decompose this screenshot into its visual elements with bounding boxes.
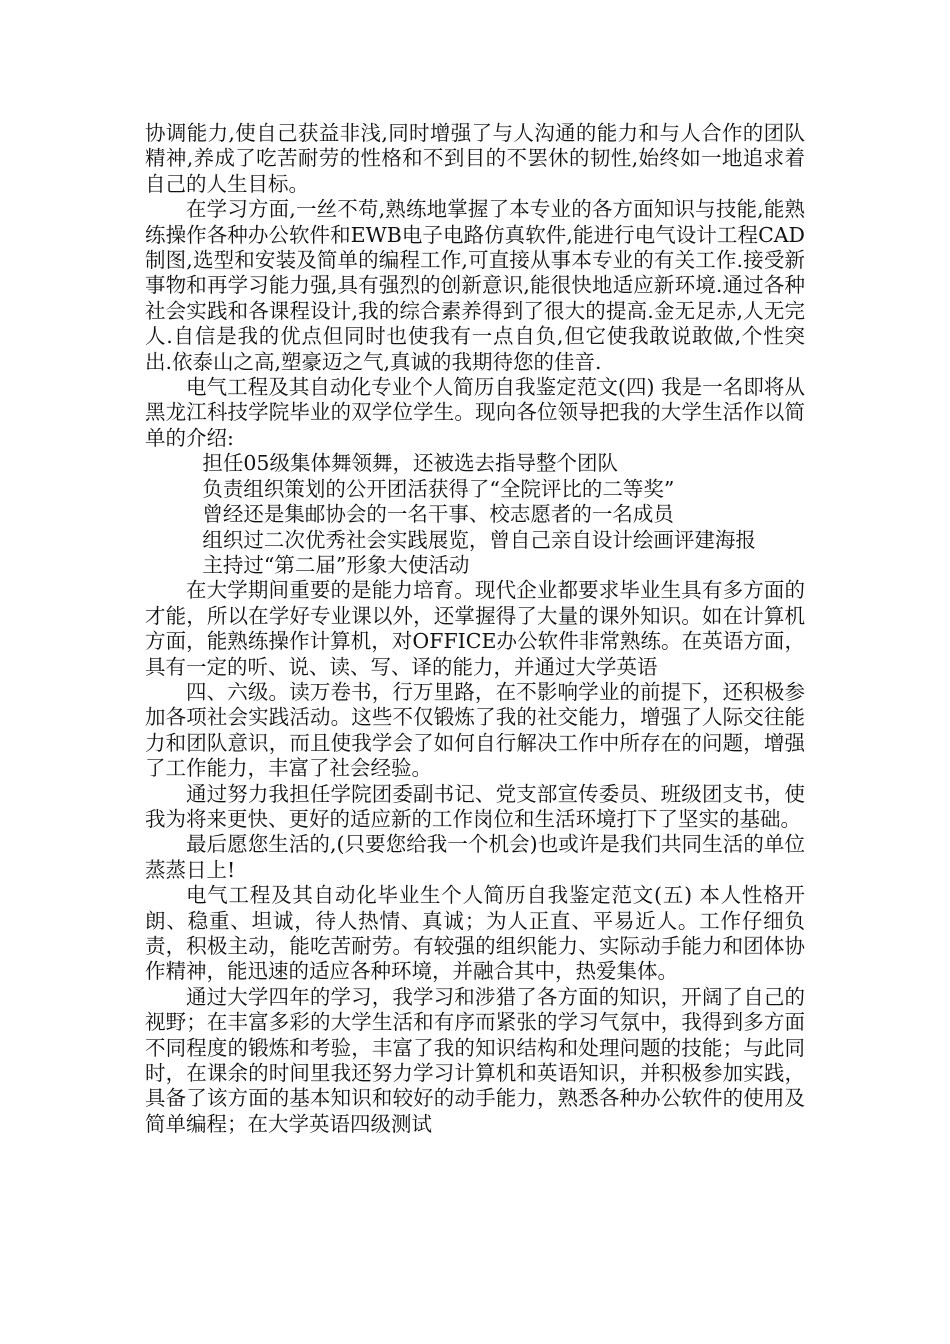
paragraph-positions: 通过努力我担任学院团委副书记、党支部宣传委员、班级团支书，使我为将来更快、更好的适应新的工作岗位和生活环境打下了坚实的基础。 bbox=[145, 781, 805, 831]
list-item: 担任05级集体舞领舞，还被选去指导整个团队 bbox=[202, 451, 618, 476]
list-item: 曾经还是集邮协会的一名干事、校志愿者的一名成员 bbox=[202, 502, 674, 527]
paragraph-teamwork: 协调能力,使自己获益非浅,同时增强了与人沟通的能力和与人合作的团队精神,养成了吃苦耐劳的性格和不到目的不罢休的韧性,始终如一地追求着自己的人生目标。 bbox=[145, 121, 805, 196]
paragraph-study: 在学习方面,一丝不苟,熟练地掌握了本专业的各方面知识与技能,能熟练操作各种办公软件和EWB电子电路仿真软件,能进行电气设计工程CAD制图,选型和安装及简单的编程工作,可直接从事本专业的有关工作.接受新事物和再学习能力强,具有强烈的创新意识,能很快地适应新环境.通过各种社会实践和各课程设计,我的综合素养得到了很大的提高.金无足赤,人无完人.自信是我的优点但同时也使我有一点自负,但它使我敢说敢做,个性突出.依泰山之高,塑豪迈之气,真诚的我期待您的佳音. bbox=[145, 197, 805, 374]
list-item: 负责组织策划的公开团活获得了“全院评比的二等奖” bbox=[202, 476, 675, 501]
paragraph-practice: 四、六级。读万卷书，行万里路，在不影响学业的前提下，还积极参加各项社会实践活动。这些不仅锻炼了我的社交能力，增强了人际交往能力和团队意识，而且使我学会了如何自行解决工作中所存在的问题，增强了工作能力，丰富了社会经验。 bbox=[145, 679, 805, 781]
paragraph-four-years: 通过大学四年的学习，我学习和涉猎了各方面的知识，开阔了自己的视野；在丰富多彩的大学生活和有序而紧张的学习气氛中，我得到多方面不同程度的锻炼和考验，丰富了我的知识结构和处理问题的技能；与此同时，在课余的时间里我还努力学习计算机和英语知识，并积极参加实践，具备了该方面的基本知识和较好的动手能力，熟悉各种办公软件的使用及简单编程；在大学英语四级测试 bbox=[145, 984, 805, 1136]
activity-list bbox=[145, 451, 805, 578]
paragraph-closing: 最后愿您生活的,(只要您给我一个机会)也或许是我们共同生活的单位蒸蒸日上! bbox=[145, 832, 805, 882]
paragraph-ability: 在大学期间重要的是能力培育。现代企业都要求毕业生具有多方面的才能，所以在学好专业课以外，还掌握得了大量的课外知识。如在计算机方面，能熟练操作计算机，对OFFICE办公软件非常熟练。在英语方面，具有一定的听、说、读、写、译的能力，并通过大学英语 bbox=[145, 578, 805, 679]
document-body bbox=[145, 121, 805, 1137]
list-item: 组织过二次优秀社会实践展览，曾自己亲自设计绘画评建海报 bbox=[202, 527, 756, 552]
list-item: 主持过“第二届”形象大使活动 bbox=[202, 552, 470, 577]
paragraph-sample-four-intro: 电气工程及其自动化专业个人简历自我鉴定范文(四) 我是一名即将从黑龙江科技学院毕业的双学位学生。现向各位领导把我的大学生活作以简单的介绍: bbox=[145, 375, 805, 450]
paragraph-sample-five-intro: 电气工程及其自动化毕业生个人简历自我鉴定范文(五) 本人性格开朗、稳重、坦诚，待人热情、真诚；为人正直、平易近人。工作仔细负责，积极主动，能吃苦耐劳。有较强的组织能力、实际动手能力和团体协作精神，能迅速的适应各种环境，并融合其中，热爱集体。 bbox=[145, 883, 805, 984]
